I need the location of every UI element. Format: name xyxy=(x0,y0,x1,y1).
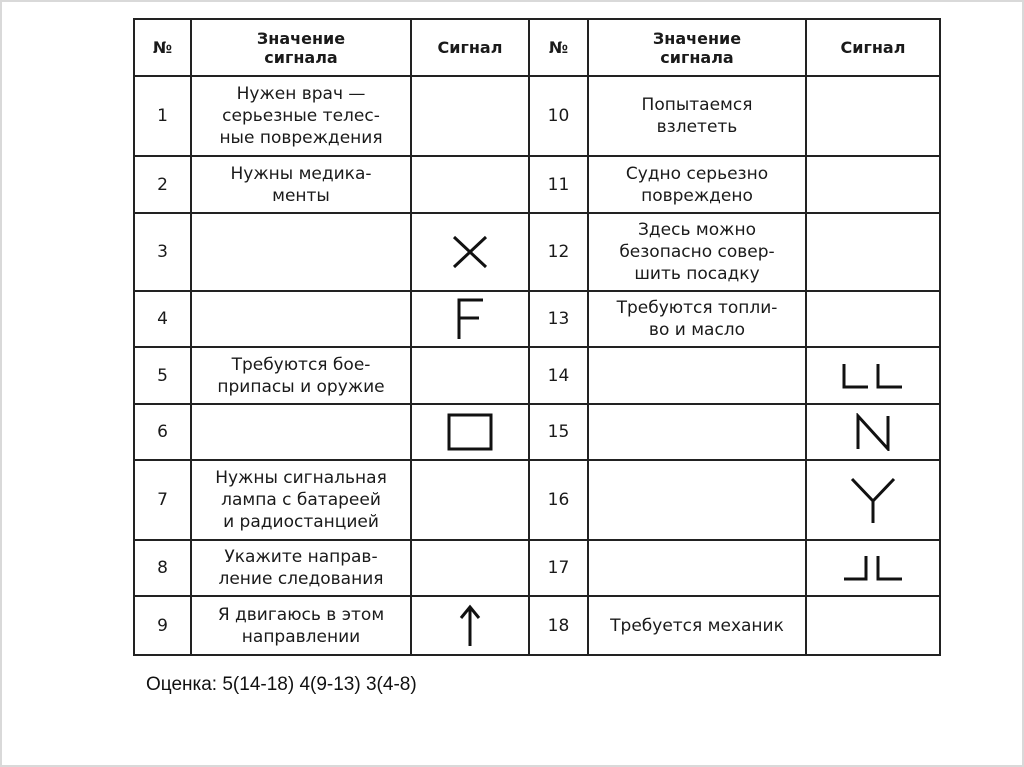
signal-number: 5 xyxy=(134,347,191,404)
header-row xyxy=(134,19,940,76)
signal-meaning xyxy=(191,213,411,291)
meaning-line: Укажите направ- xyxy=(224,547,378,567)
header-meaning-right xyxy=(588,19,806,76)
signal-number: 1 xyxy=(134,76,191,156)
header-signal-left: Сигнал xyxy=(411,19,529,76)
letter-f-signal-icon xyxy=(418,297,522,341)
signal-symbol xyxy=(411,76,529,156)
header-meaning-line: Значение xyxy=(652,28,742,48)
table-row xyxy=(134,213,940,291)
table-row xyxy=(134,291,940,347)
meaning-line: лампа с батареей xyxy=(221,490,381,510)
signal-number: 12 xyxy=(529,213,588,291)
signal-symbol xyxy=(806,460,940,540)
score-text: Оценка: 5(14-18) 4(9-13) 3(4-8) xyxy=(146,674,417,695)
signal-meaning xyxy=(588,213,806,291)
table-row xyxy=(134,404,940,460)
signal-number: 14 xyxy=(529,347,588,404)
meaning-line: серьезные телес- xyxy=(222,106,380,126)
table-row xyxy=(134,76,940,156)
header-meaning-line: сигнала xyxy=(660,47,734,67)
signal-symbol xyxy=(806,404,940,460)
table-row xyxy=(134,347,940,404)
meaning-line: Судно серьезно xyxy=(625,163,769,184)
signal-meaning xyxy=(588,460,806,540)
signal-meaning xyxy=(191,347,411,404)
meaning-line: шить посадку xyxy=(634,264,760,284)
meaning-line: Требуются топли- xyxy=(616,298,778,318)
signal-meaning xyxy=(191,596,411,655)
signal-symbol xyxy=(411,596,529,655)
meaning-line: Нужны медика- xyxy=(230,163,372,184)
signal-symbol xyxy=(806,156,940,213)
square-signal-icon xyxy=(418,412,522,452)
meaning-line: Попытаемся xyxy=(641,95,753,115)
cross-signal-icon xyxy=(418,234,522,270)
signal-meaning xyxy=(588,404,806,460)
signal-number: 3 xyxy=(134,213,191,291)
table-row xyxy=(134,156,940,213)
header-meaning-line: сигнала xyxy=(264,47,338,67)
signal-symbol xyxy=(806,596,940,655)
signal-symbol xyxy=(806,347,940,404)
meaning-line: Нужен врач — xyxy=(236,84,366,104)
meaning-line: Нужны сигнальная xyxy=(215,468,387,488)
meaning-line: Я двигаюсь в этом xyxy=(217,604,385,625)
signal-number: 8 xyxy=(134,540,191,596)
signal-number: 6 xyxy=(134,404,191,460)
j-l-signal-icon xyxy=(813,553,933,583)
meaning-line: и радиостанцией xyxy=(223,512,379,532)
meaning-line: во и масло xyxy=(648,320,746,340)
signal-number: 15 xyxy=(529,404,588,460)
signal-number: 2 xyxy=(134,156,191,213)
header-meaning-left xyxy=(191,19,411,76)
signal-number: 11 xyxy=(529,156,588,213)
meaning-line: безопасно совер- xyxy=(619,242,775,262)
meaning-line: ные повреждения xyxy=(219,128,383,148)
meaning-line: ление следования xyxy=(218,569,384,589)
meaning-line: Здесь можно xyxy=(638,220,756,240)
signal-meaning xyxy=(588,540,806,596)
signal-number: 7 xyxy=(134,460,191,540)
signal-meaning xyxy=(588,156,806,213)
meaning-line: Требуются бое- xyxy=(231,354,371,375)
signal-number: 18 xyxy=(529,596,588,655)
signal-meaning xyxy=(191,291,411,347)
signal-number: 9 xyxy=(134,596,191,655)
arrow-up-signal-icon xyxy=(418,604,522,648)
table-row xyxy=(134,596,940,655)
signal-number: 13 xyxy=(529,291,588,347)
signal-symbol xyxy=(411,460,529,540)
signal-number: 16 xyxy=(529,460,588,540)
signal-number: 10 xyxy=(529,76,588,156)
table-row xyxy=(134,540,940,596)
signal-meaning xyxy=(191,76,411,156)
signal-symbol xyxy=(411,291,529,347)
table-row xyxy=(134,460,940,540)
signal-meaning xyxy=(588,596,806,655)
letter-n-signal-icon xyxy=(813,413,933,451)
letter-y-signal-icon xyxy=(813,475,933,525)
signal-symbol xyxy=(806,540,940,596)
signal-symbol xyxy=(411,347,529,404)
meaning-line: припасы и оружие xyxy=(217,376,385,397)
signal-symbol xyxy=(806,291,940,347)
meaning-line: взлететь xyxy=(656,117,738,137)
header-num-left: № xyxy=(134,19,191,76)
meaning-line: повреждено xyxy=(641,185,753,206)
signal-meaning xyxy=(191,404,411,460)
signal-symbol xyxy=(411,540,529,596)
signal-meaning xyxy=(191,460,411,540)
signal-symbol xyxy=(411,213,529,291)
signal-symbol xyxy=(806,76,940,156)
header-signal-right: Сигнал xyxy=(806,19,940,76)
signals-table xyxy=(133,18,941,656)
signal-symbol xyxy=(806,213,940,291)
header-meaning-line: Значение xyxy=(256,28,346,48)
signal-number: 4 xyxy=(134,291,191,347)
signal-meaning xyxy=(588,76,806,156)
signal-symbol xyxy=(411,404,529,460)
signal-number: 17 xyxy=(529,540,588,596)
meaning-line: менты xyxy=(272,185,330,206)
meaning-line: направлении xyxy=(241,626,361,647)
signal-meaning xyxy=(191,156,411,213)
double-l-signal-icon xyxy=(813,361,933,391)
signal-meaning xyxy=(588,347,806,404)
meaning-line: Требуется механик xyxy=(610,615,784,636)
header-num-right: № xyxy=(529,19,588,76)
signal-meaning xyxy=(191,540,411,596)
signal-symbol xyxy=(411,156,529,213)
signal-meaning xyxy=(588,291,806,347)
